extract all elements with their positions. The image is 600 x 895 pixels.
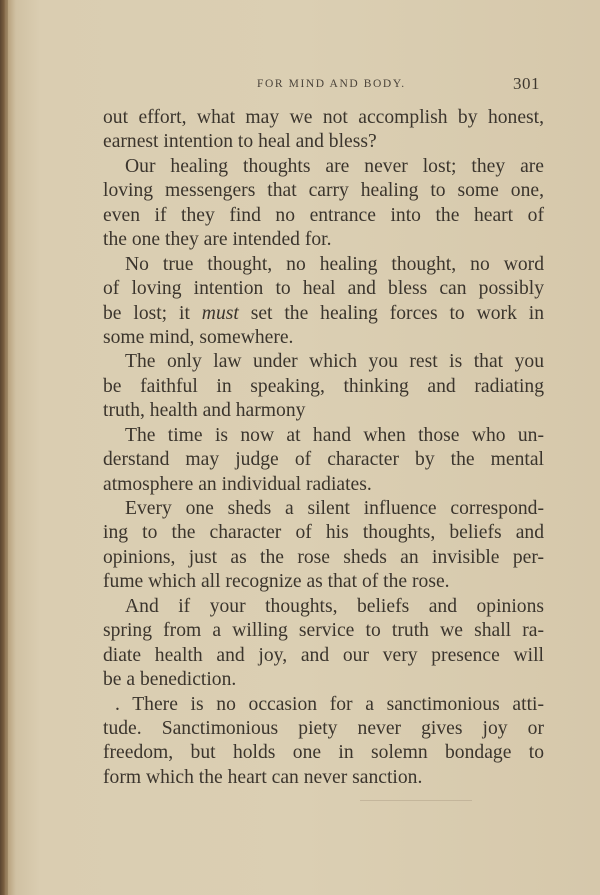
text-line: The only law under which you rest is that you: [125, 351, 544, 373]
running-head: [0, 74, 600, 98]
text-line: the one they are intended for.: [103, 229, 332, 251]
text-line: No true thought, no healing thought, no word: [125, 253, 544, 275]
text-line: diate health and joy, and our very presence will: [103, 644, 544, 666]
text-line-with-emphasis: [103, 302, 544, 326]
text-line: form which the heart can never sanction.: [103, 766, 423, 788]
text-line: earnest intention to heal and bless?: [103, 131, 377, 153]
text-line: some mind, somewhere.: [103, 326, 294, 348]
text-line: Our healing thoughts are never lost; they are: [125, 155, 544, 177]
end-rule: [360, 800, 472, 801]
text-line: And if your thoughts, beliefs and opinions: [125, 595, 544, 617]
text-line: of loving intention to heal and bless can possibly: [103, 278, 544, 300]
text-line: loving messengers that carry healing to some one,: [103, 180, 544, 202]
text-line: be faithful in speaking, thinking and radiating: [103, 375, 544, 397]
text-line: be a benediction.: [103, 669, 237, 691]
body-text: [103, 106, 544, 790]
text-line: even if they find no entrance into the heart of: [103, 204, 544, 226]
text-line: freedom, but holds one in solemn bondage to: [103, 742, 544, 764]
text-line: spring from a willing service to truth we shall ra-: [103, 620, 544, 642]
page-number: 301: [513, 74, 540, 93]
text-segment: set the healing forces to work in: [238, 302, 544, 324]
running-head-title: FOR MIND AND BODY.: [257, 78, 406, 90]
text-line: fume which all recognize as that of the rose.: [103, 571, 450, 593]
text-line: derstand may judge of character by the mental: [103, 449, 544, 471]
text-line: Every one sheds a silent influence correspond-: [125, 498, 544, 519]
spine-shadow: [6, 0, 8, 895]
text-line: opinions, just as the rose sheds an invisible per-: [103, 546, 544, 568]
text-line: truth, health and harmony: [103, 400, 306, 422]
text-segment: be lost; it: [103, 302, 202, 324]
emphasized-word: must: [201, 302, 239, 324]
text-line: tude. Sanctimonious piety never gives joy or: [103, 717, 544, 739]
text-line: ing to the character of his thoughts, beliefs and: [103, 522, 544, 544]
text-line: The time is now at hand when those who un-: [125, 424, 544, 446]
text-line: atmosphere an individual radiates.: [103, 473, 372, 495]
text-line: out effort, what may we not accomplish by honest,: [103, 107, 544, 128]
text-line: . There is no occasion for a sanctimonious atti-: [115, 693, 544, 715]
